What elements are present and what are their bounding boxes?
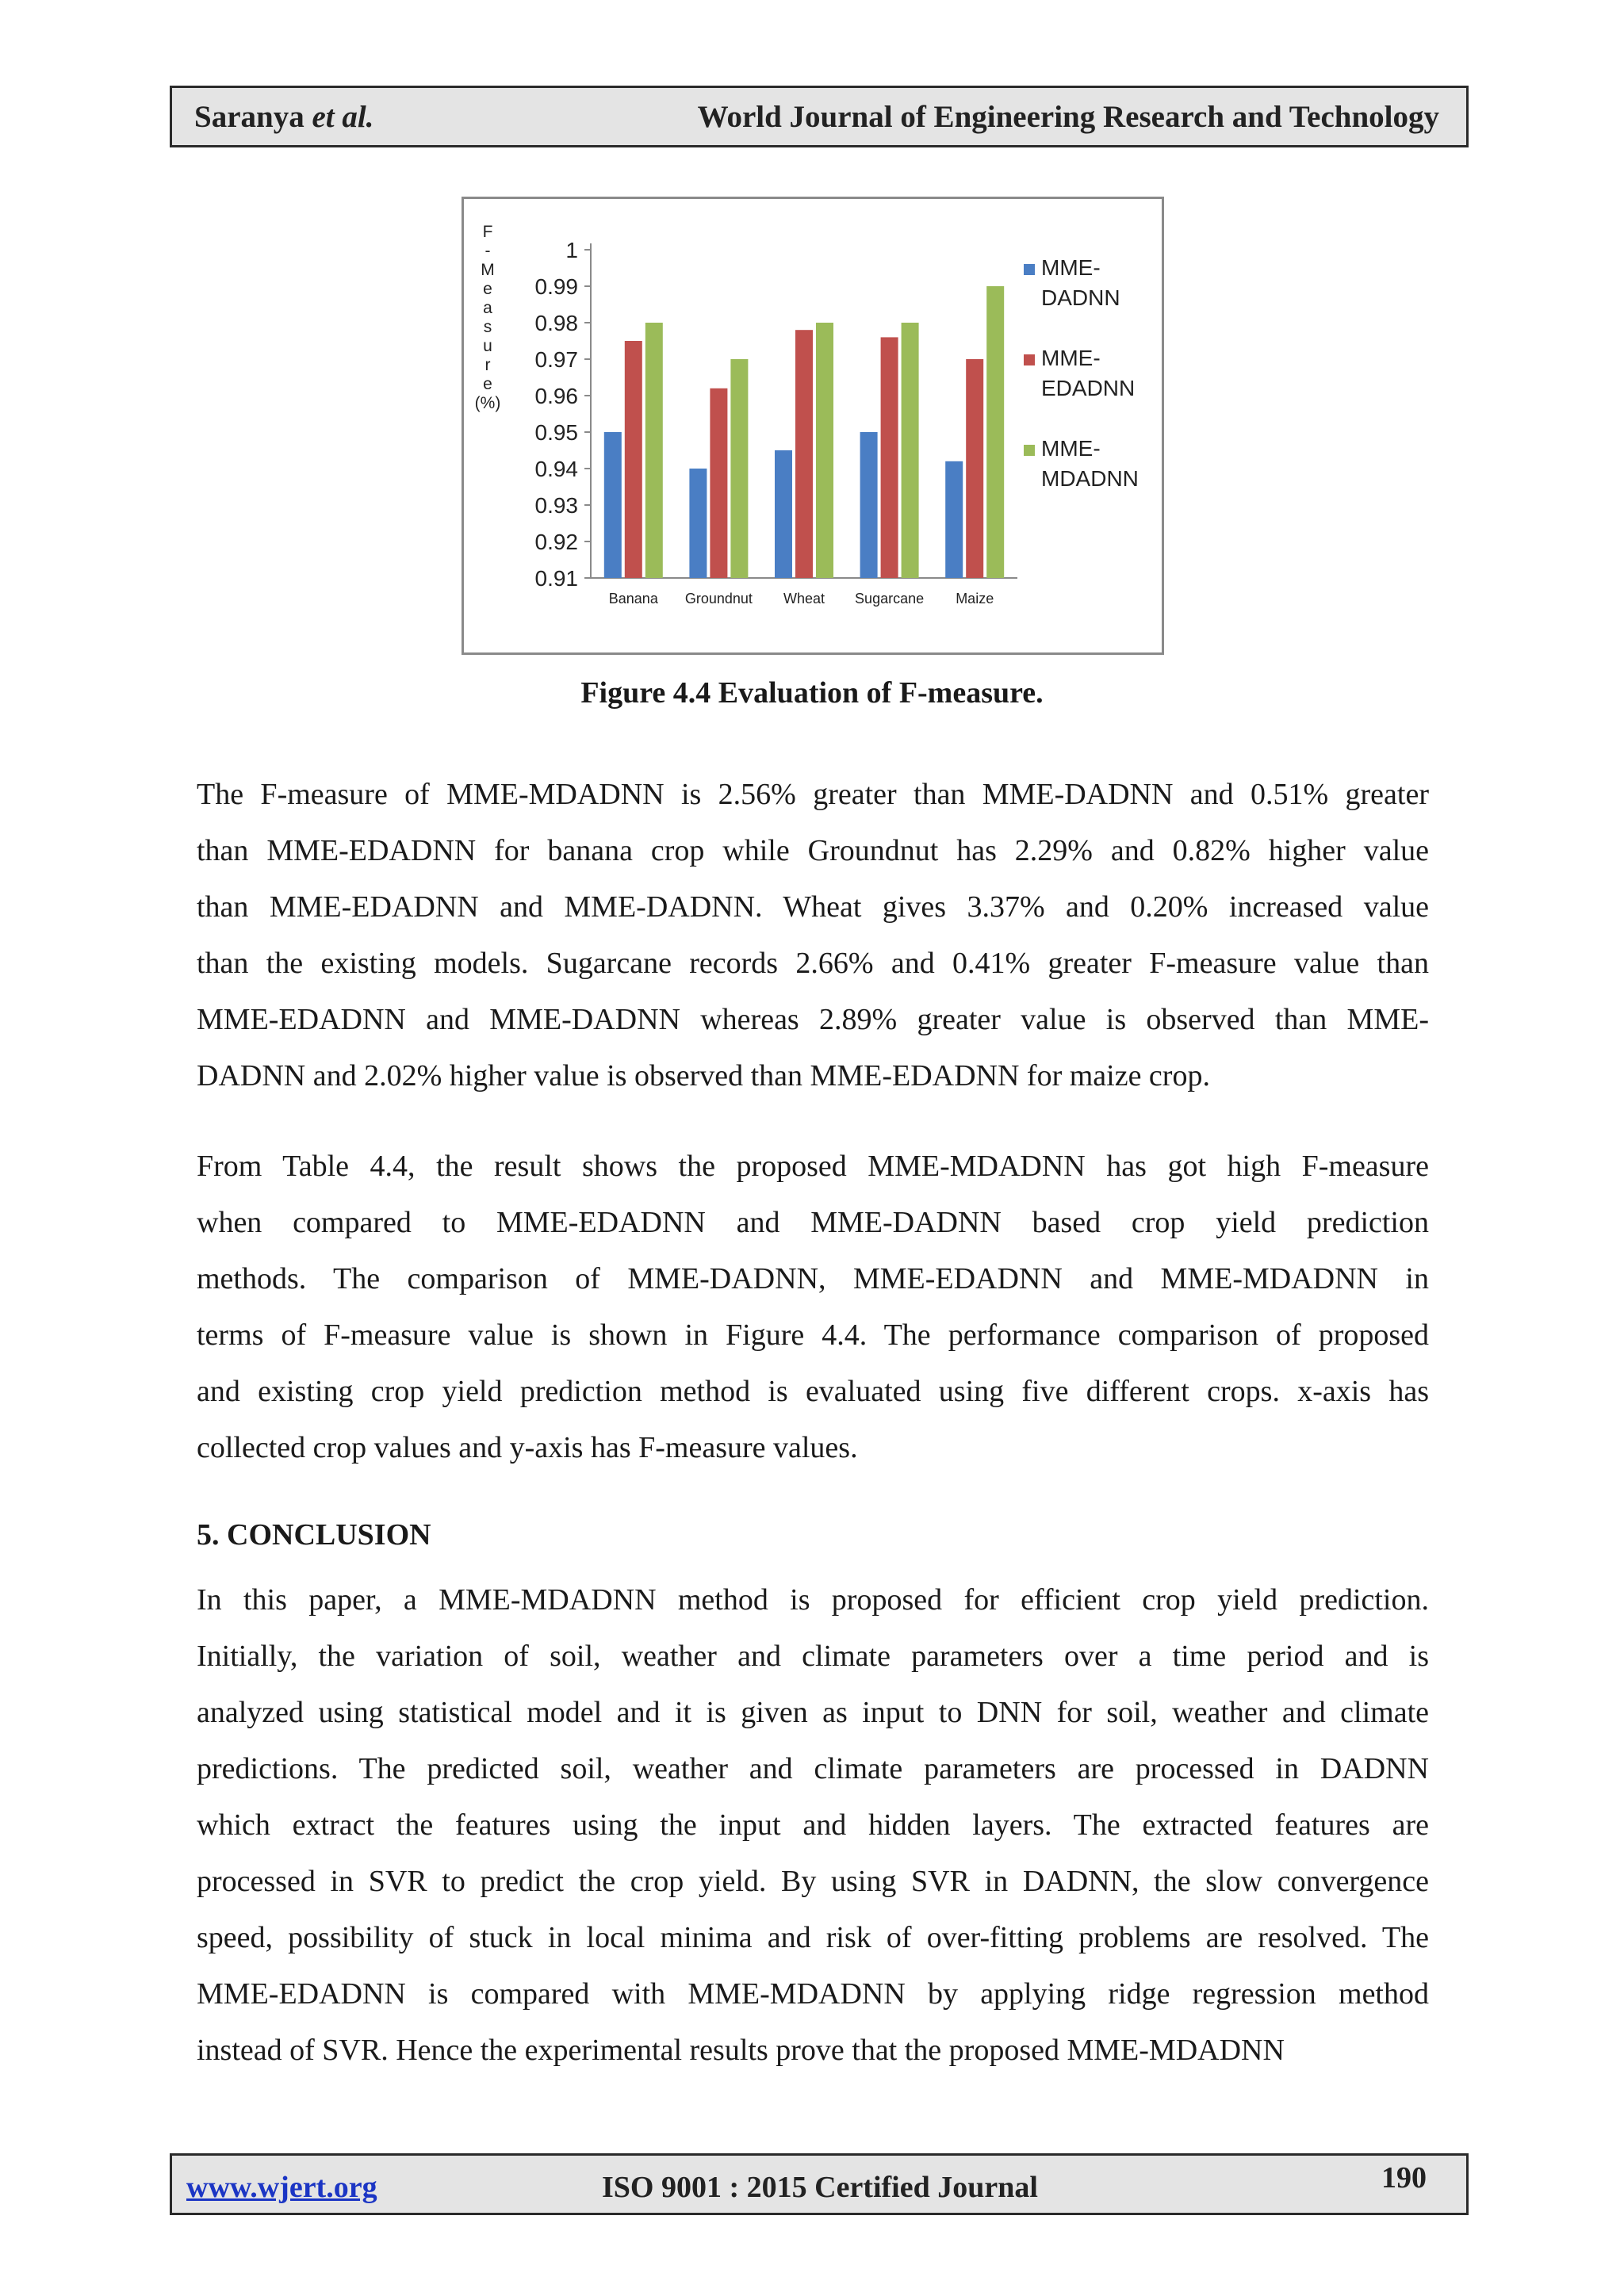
bar-mme-edadnn	[966, 359, 983, 578]
y-axis-label-char: u	[483, 337, 492, 355]
y-axis-label-char: e	[483, 280, 492, 298]
paragraph-line: Initially, the variation of soil, weather and climate parameters over a time period and is	[197, 1640, 1429, 1673]
paragraph-line: which extract the features using the input and hidden layers. The extracted features are	[197, 1808, 1429, 1842]
legend-label: DADNN	[1041, 285, 1120, 310]
y-axis-label-char: -	[485, 242, 491, 260]
paragraph-line: From Table 4.4, the result shows the proposed MME-MDADNN has got high F-measure	[197, 1150, 1429, 1183]
paragraph-line: instead of SVR. Hence the experimental results prove that the proposed MME-MDADNN	[197, 2034, 1285, 2067]
y-axis-label-char: e	[483, 375, 492, 393]
paragraph-table-discussion	[197, 1138, 1429, 1476]
paragraph-line: when compared to MME-EDADNN and MME-DADNN based crop yield prediction	[197, 1206, 1429, 1239]
y-axis-label-char: (%)	[474, 394, 501, 412]
legend-swatch	[1024, 354, 1035, 365]
bar-mme-edadnn	[625, 341, 642, 578]
bar-mme-mdadnn	[645, 323, 663, 578]
y-tick-label: 0.94	[534, 457, 578, 481]
legend-swatch	[1024, 445, 1035, 456]
paragraph-line: terms of F-measure value is shown in Figure 4.4. The performance comparison of proposed	[197, 1318, 1429, 1352]
y-axis-label-char: a	[483, 299, 492, 317]
paragraph-line: predictions. The predicted soil, weather and climate parameters are processed in DADNN	[197, 1752, 1429, 1785]
bar-mme-mdadnn	[986, 286, 1004, 578]
paragraph-line: DADNN and 2.02% higher value is observed than MME-EDADNN for maize crop.	[197, 1059, 1210, 1093]
y-tick-label: 0.99	[534, 274, 578, 299]
x-tick-label: Wheat	[783, 591, 825, 607]
bar-mme-mdadnn	[816, 323, 833, 578]
paragraph-line: than MME-EDADNN and MME-DADNN. Wheat gives 3.37% and 0.20% increased value	[197, 890, 1429, 924]
legend-swatch	[1024, 264, 1035, 275]
paragraph-line: MME-EDADNN and MME-DADNN whereas 2.89% greater value is observed than MME-	[197, 1003, 1429, 1036]
legend-label: EDADNN	[1041, 376, 1136, 400]
paragraph-line: than the existing models. Sugarcane records 2.66% and 0.41% greater F-measure value than	[197, 947, 1429, 980]
y-tick-label: 0.96	[534, 384, 578, 408]
header-author: Saranya et al.	[194, 100, 374, 134]
bar-mme-dadnn	[945, 461, 963, 578]
paragraph-line: processed in SVR to predict the crop yield. By using SVR in DADNN, the slow convergence	[197, 1865, 1429, 1898]
y-axis-label-char: s	[483, 318, 492, 336]
bar-mme-dadnn	[775, 450, 792, 578]
journal-website-link[interactable]: www.wjert.org	[186, 2171, 377, 2204]
bar-mme-mdadnn	[730, 359, 748, 578]
legend-label: MME-	[1041, 346, 1101, 370]
y-tick-label: 0.95	[534, 420, 578, 445]
page-number: 190	[1381, 2161, 1427, 2195]
footer-certification: ISO 9001 : 2015 Certified Journal	[602, 2171, 1038, 2204]
y-tick-label: 0.97	[534, 347, 578, 372]
y-axis-label-char: M	[481, 261, 495, 279]
paragraph-f-measure-results	[197, 767, 1429, 1104]
y-tick-label: 0.92	[534, 530, 578, 554]
paragraph-line: collected crop values and y-axis has F-measure values.	[197, 1431, 858, 1464]
paragraph-line: speed, possibility of stuck in local minima and risk of over-fitting problems are resolved. The	[197, 1921, 1429, 1954]
paragraph-line: The F-measure of MME-MDADNN is 2.56% greater than MME-DADNN and 0.51% greater	[197, 778, 1429, 811]
bar-mme-edadnn	[795, 330, 813, 578]
bar-mme-dadnn	[860, 432, 878, 578]
paragraph-line: analyzed using statistical model and it is given as input to DNN for soil, weather and climate	[197, 1696, 1429, 1729]
y-tick-label: 0.98	[534, 311, 578, 335]
y-tick-label: 1	[565, 238, 578, 262]
y-axis-label-char: r	[485, 356, 491, 374]
bar-mme-dadnn	[689, 469, 707, 578]
bar-mme-edadnn	[710, 388, 727, 578]
paragraph-line: MME-EDADNN is compared with MME-MDADNN by applying ridge regression method	[197, 1977, 1429, 2011]
figure-caption: Figure 4.4 Evaluation of F-measure.	[580, 676, 1044, 710]
paragraph-line: and existing crop yield prediction method is evaluated using five different crops. x-axis has	[197, 1375, 1429, 1408]
x-tick-label: Groundnut	[684, 591, 753, 607]
bar-mme-dadnn	[604, 432, 622, 578]
section-heading-conclusion: 5. CONCLUSION	[197, 1518, 431, 1552]
running-header	[170, 86, 1469, 147]
f-measure-bar-chart	[464, 199, 1162, 652]
legend-label: MDADNN	[1041, 466, 1139, 491]
header-journal-title: World Journal of Engineering Research and Technology	[697, 100, 1439, 134]
x-tick-label: Maize	[956, 591, 994, 607]
paragraph-line: In this paper, a MME-MDADNN method is proposed for efficient crop yield prediction.	[197, 1583, 1429, 1617]
y-axis-label-char: F	[482, 223, 493, 241]
paragraph-line: than MME-EDADNN for banana crop while Groundnut has 2.29% and 0.82% higher value	[197, 834, 1429, 867]
page-footer	[170, 2153, 1469, 2215]
bar-mme-edadnn	[881, 337, 898, 578]
bar-mme-mdadnn	[902, 323, 919, 578]
y-tick-label: 0.93	[534, 493, 578, 518]
x-tick-label: Sugarcane	[855, 591, 925, 607]
x-tick-label: Banana	[608, 591, 658, 607]
figure-frame	[462, 197, 1164, 655]
legend-label: MME-	[1041, 255, 1101, 280]
legend-label: MME-	[1041, 436, 1101, 461]
y-tick-label: 0.91	[534, 566, 578, 591]
paragraph-conclusion	[197, 1572, 1429, 2079]
paragraph-line: methods. The comparison of MME-DADNN, MME-EDADNN and MME-MDADNN in	[197, 1262, 1429, 1295]
